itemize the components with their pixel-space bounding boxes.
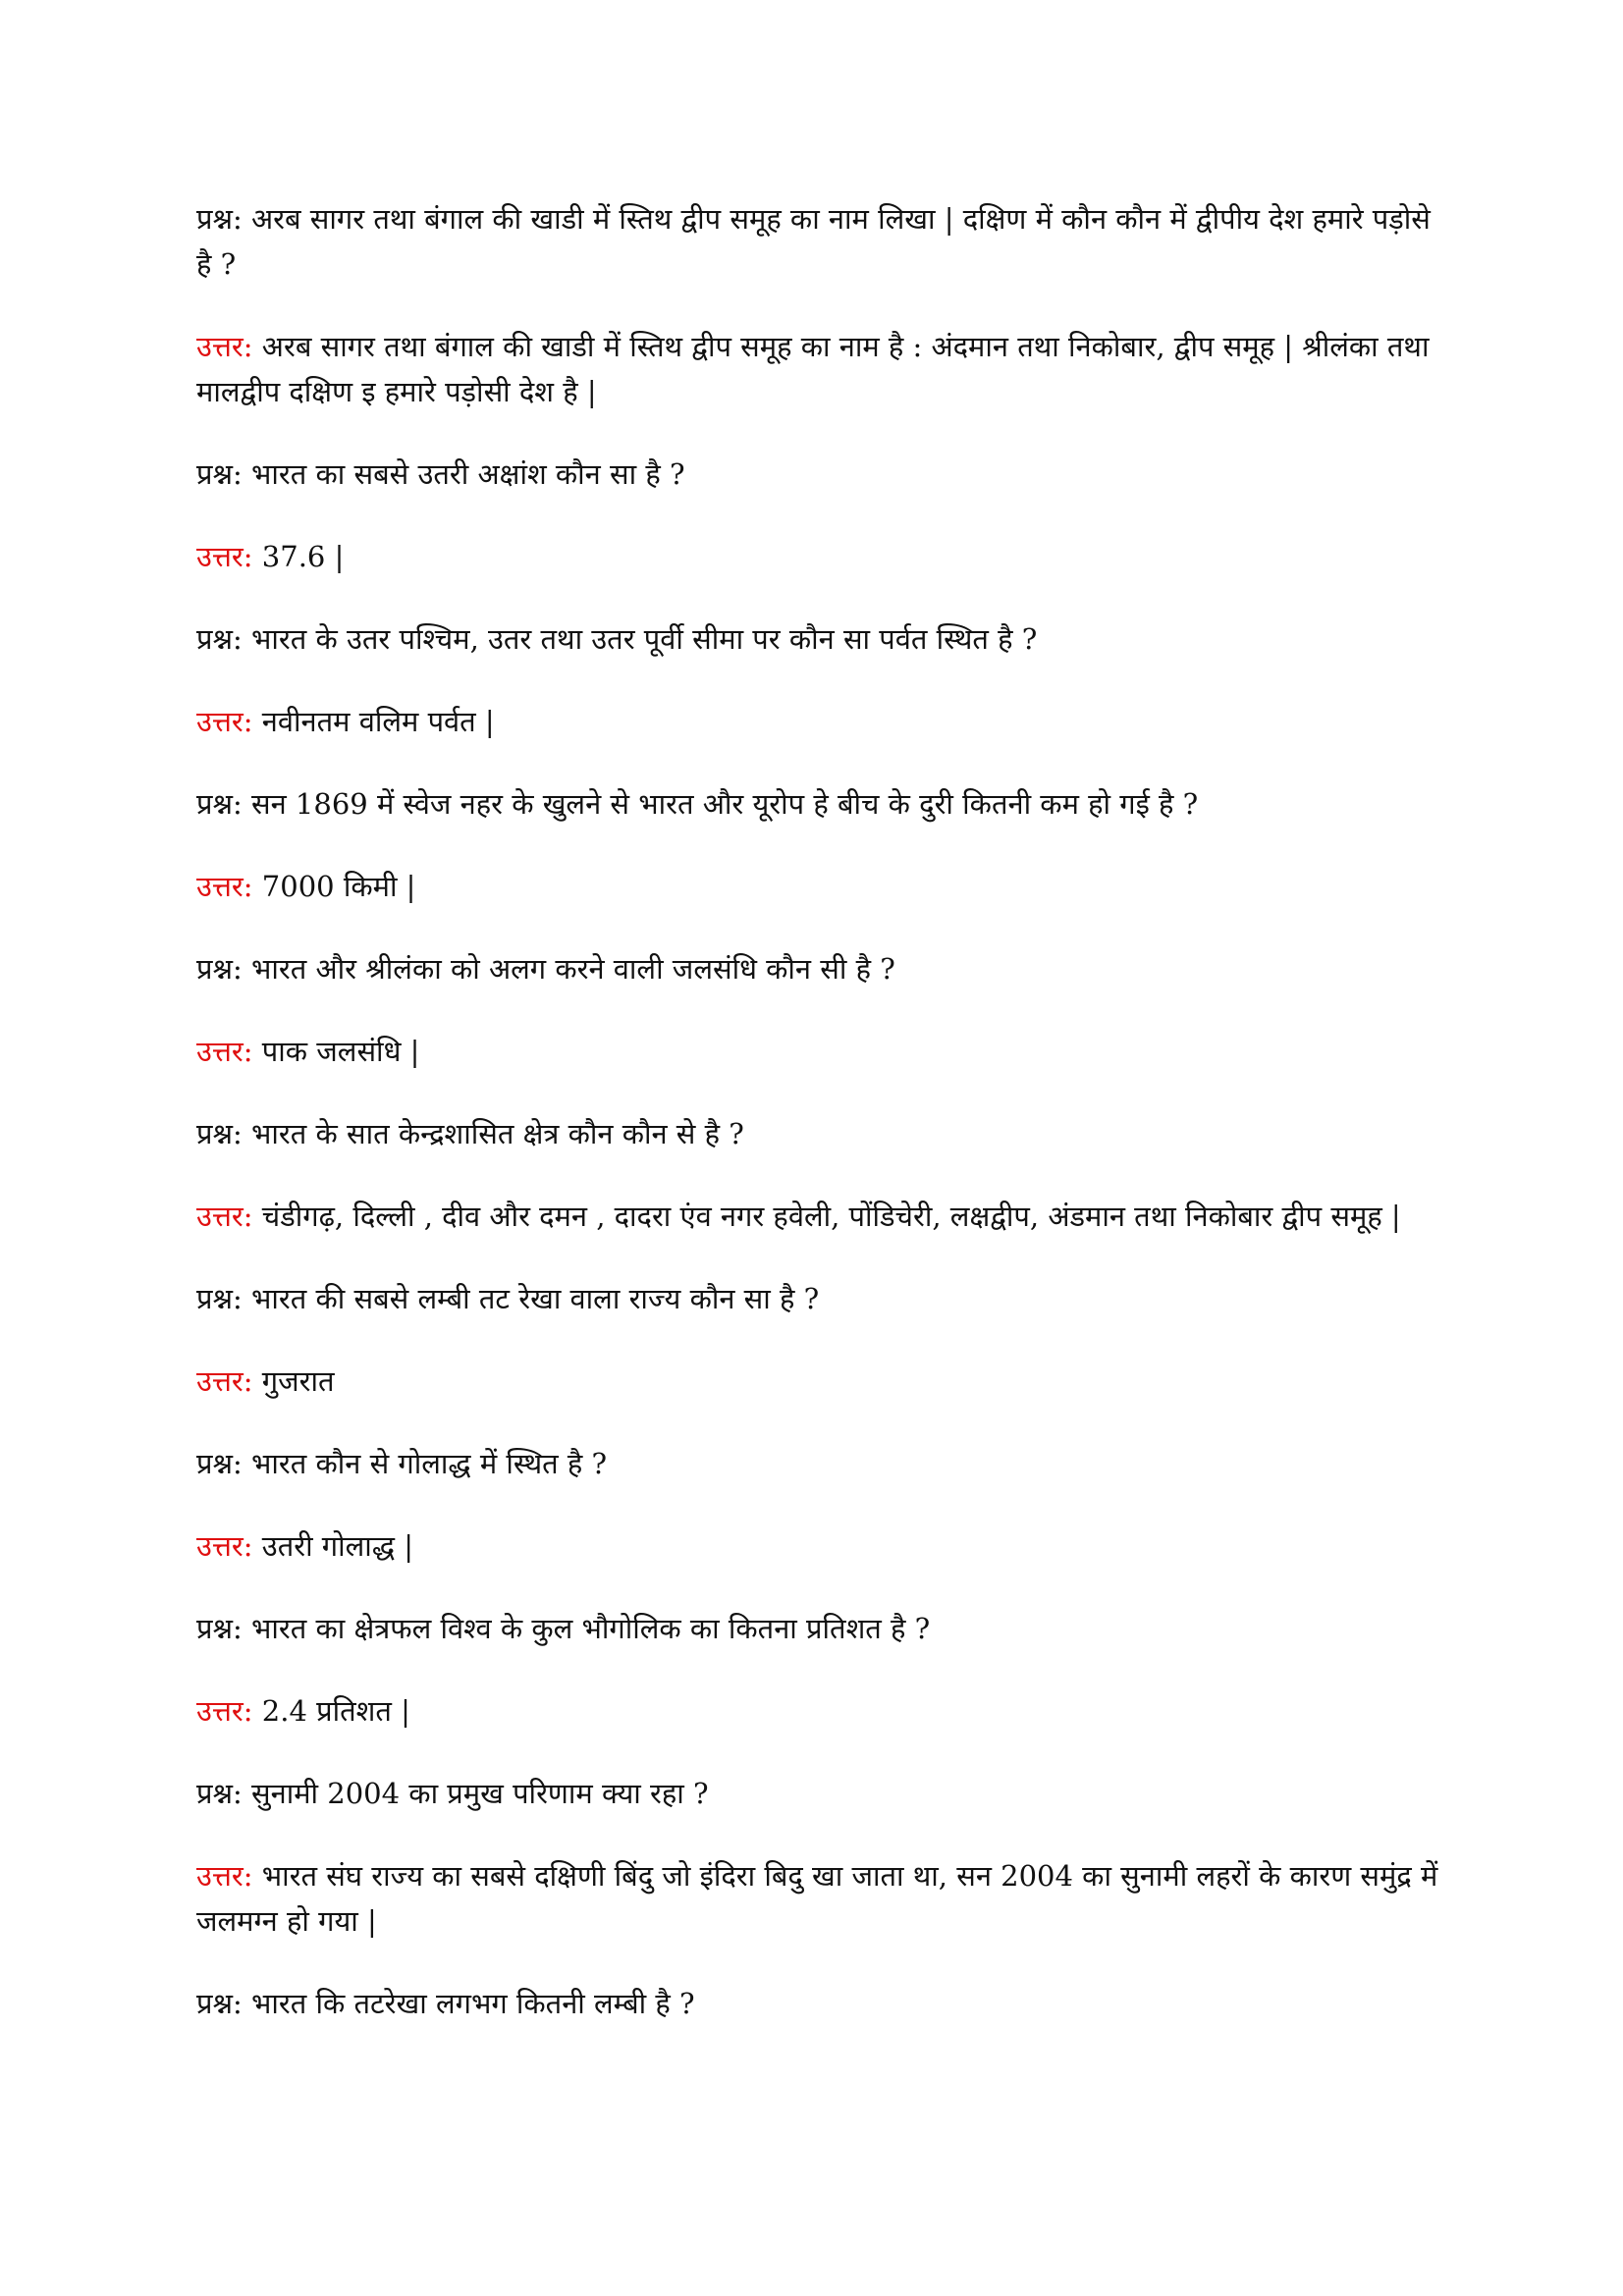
- answer-paragraph: [196, 1194, 1443, 1239]
- answer-text: पाक जलसंधि |: [252, 1035, 420, 1068]
- question-text: भारत के सात केन्द्रशासित क्षेत्र कौन कौन से है ?: [242, 1117, 744, 1150]
- answer-label: उत्तर:: [196, 705, 253, 738]
- question-paragraph: [196, 1111, 1443, 1156]
- answer-paragraph: [196, 1853, 1443, 1944]
- question-text: अरब सागर तथा बंगाल की खाडी में स्तिथ द्वीप समूह का नाम लिखा | दक्षिण में कौन कौन में द्वीपीय देश हमारे पड़ोसे है ?: [196, 202, 1431, 281]
- question-text: भारत की सबसे लम्बी तट रेखा वाला राज्य कौन सा है ?: [242, 1282, 820, 1315]
- answer-paragraph: [196, 1688, 1443, 1734]
- answer-text: उतरी गोलाद्ध |: [252, 1529, 413, 1563]
- question-label: प्रश्न:: [196, 1117, 243, 1150]
- question-label: प्रश्न:: [196, 1447, 243, 1480]
- question-label: प्रश्न:: [196, 952, 243, 986]
- answer-text: 2.4 प्रतिशत |: [252, 1694, 410, 1728]
- question-label: प्रश्न:: [196, 1987, 243, 2020]
- question-label: प्रश्न:: [196, 202, 243, 236]
- answer-paragraph: [196, 864, 1443, 909]
- answer-text: 37.6 |: [252, 540, 345, 573]
- answer-paragraph: [196, 1029, 1443, 1074]
- question-label: प्रश्न:: [196, 1282, 243, 1315]
- answer-label: उत्तर:: [196, 1364, 253, 1398]
- question-paragraph: [196, 1771, 1443, 1816]
- answer-text: भारत संघ राज्य का सबसे दक्षिणी बिंदु जो इंदिरा बिदु खा जाता था, सन 2004 का सुनामी लहरों के कारण समुंद्र में जलमग्न हो गया |: [196, 1859, 1438, 1938]
- question-text: सुनामी 2004 का प्रमुख परिणाम क्या रहा ?: [242, 1777, 709, 1810]
- answer-label: उत्तर:: [196, 1035, 253, 1068]
- answer-text: गुजरात: [252, 1364, 335, 1398]
- question-paragraph: [196, 1441, 1443, 1486]
- question-text: भारत का क्षेत्रफल विश्व के कुल भौगोलिक का कितना प्रतिशत है ?: [242, 1612, 931, 1645]
- question-text: भारत का सबसे उतरी अक्षांश कौन सा है ?: [242, 457, 685, 491]
- answer-text: अरब सागर तथा बंगाल की खाडी में स्तिथ द्वीप समूह का नाम है : अंदमान तथा निकोबार, द्वीप समूह | श्रीलंका तथा मालद्वीप दक्षिण इ हमारे पड़ोसी देश है |: [196, 330, 1430, 408]
- answer-paragraph: [196, 1523, 1443, 1569]
- answer-text: चंडीगढ़, दिल्ली , दीव और दमन , दादरा एंव नगर हवेली, पोंडिचेरी, लक्षद्वीप, अंडमान तथा निकोबार द्वीप समूह |: [252, 1200, 1401, 1233]
- answer-label: उत्तर:: [196, 1529, 253, 1563]
- answer-text: नवीनतम वलिम पर्वत |: [252, 705, 495, 738]
- answer-label: उत्तर:: [196, 540, 253, 573]
- question-text: भारत और श्रीलंका को अलग करने वाली जलसंधि कौन सी है ?: [242, 952, 895, 986]
- answer-paragraph: [196, 324, 1443, 414]
- question-paragraph: [196, 1981, 1443, 2026]
- answer-label: उत्तर:: [196, 1859, 253, 1893]
- answer-paragraph: [196, 534, 1443, 579]
- answer-paragraph: [196, 699, 1443, 744]
- question-paragraph: [196, 1276, 1443, 1321]
- question-text: भारत कौन से गोलाद्ध में स्थित है ?: [242, 1447, 608, 1480]
- answer-label: उत्तर:: [196, 330, 253, 363]
- question-paragraph: [196, 946, 1443, 991]
- question-paragraph: [196, 452, 1443, 497]
- question-label: प्रश्न:: [196, 457, 243, 491]
- answer-text: 7000 किमी |: [252, 870, 416, 903]
- question-text: सन 1869 में स्वेज नहर के खुलने से भारत और यूरोप हे बीच के दुरी कितनी कम हो गई है ?: [242, 787, 1199, 821]
- answer-label: उत्तर:: [196, 870, 253, 903]
- question-paragraph: [196, 781, 1443, 827]
- question-paragraph: [196, 1606, 1443, 1651]
- question-label: प्रश्न:: [196, 787, 243, 821]
- answer-label: उत्तर:: [196, 1200, 253, 1233]
- question-paragraph: [196, 196, 1443, 287]
- document-page: [196, 196, 1443, 2063]
- question-paragraph: [196, 616, 1443, 662]
- answer-label: उत्तर:: [196, 1694, 253, 1728]
- question-text: भारत के उतर पश्चिम, उतर तथा उतर पूर्वी सीमा पर कौन सा पर्वत स्थित है ?: [242, 622, 1038, 656]
- answer-paragraph: [196, 1359, 1443, 1404]
- question-label: प्रश्न:: [196, 1612, 243, 1645]
- question-label: प्रश्न:: [196, 622, 243, 656]
- question-label: प्रश्न:: [196, 1777, 243, 1810]
- question-text: भारत कि तटरेखा लगभग कितनी लम्बी है ?: [242, 1987, 695, 2020]
